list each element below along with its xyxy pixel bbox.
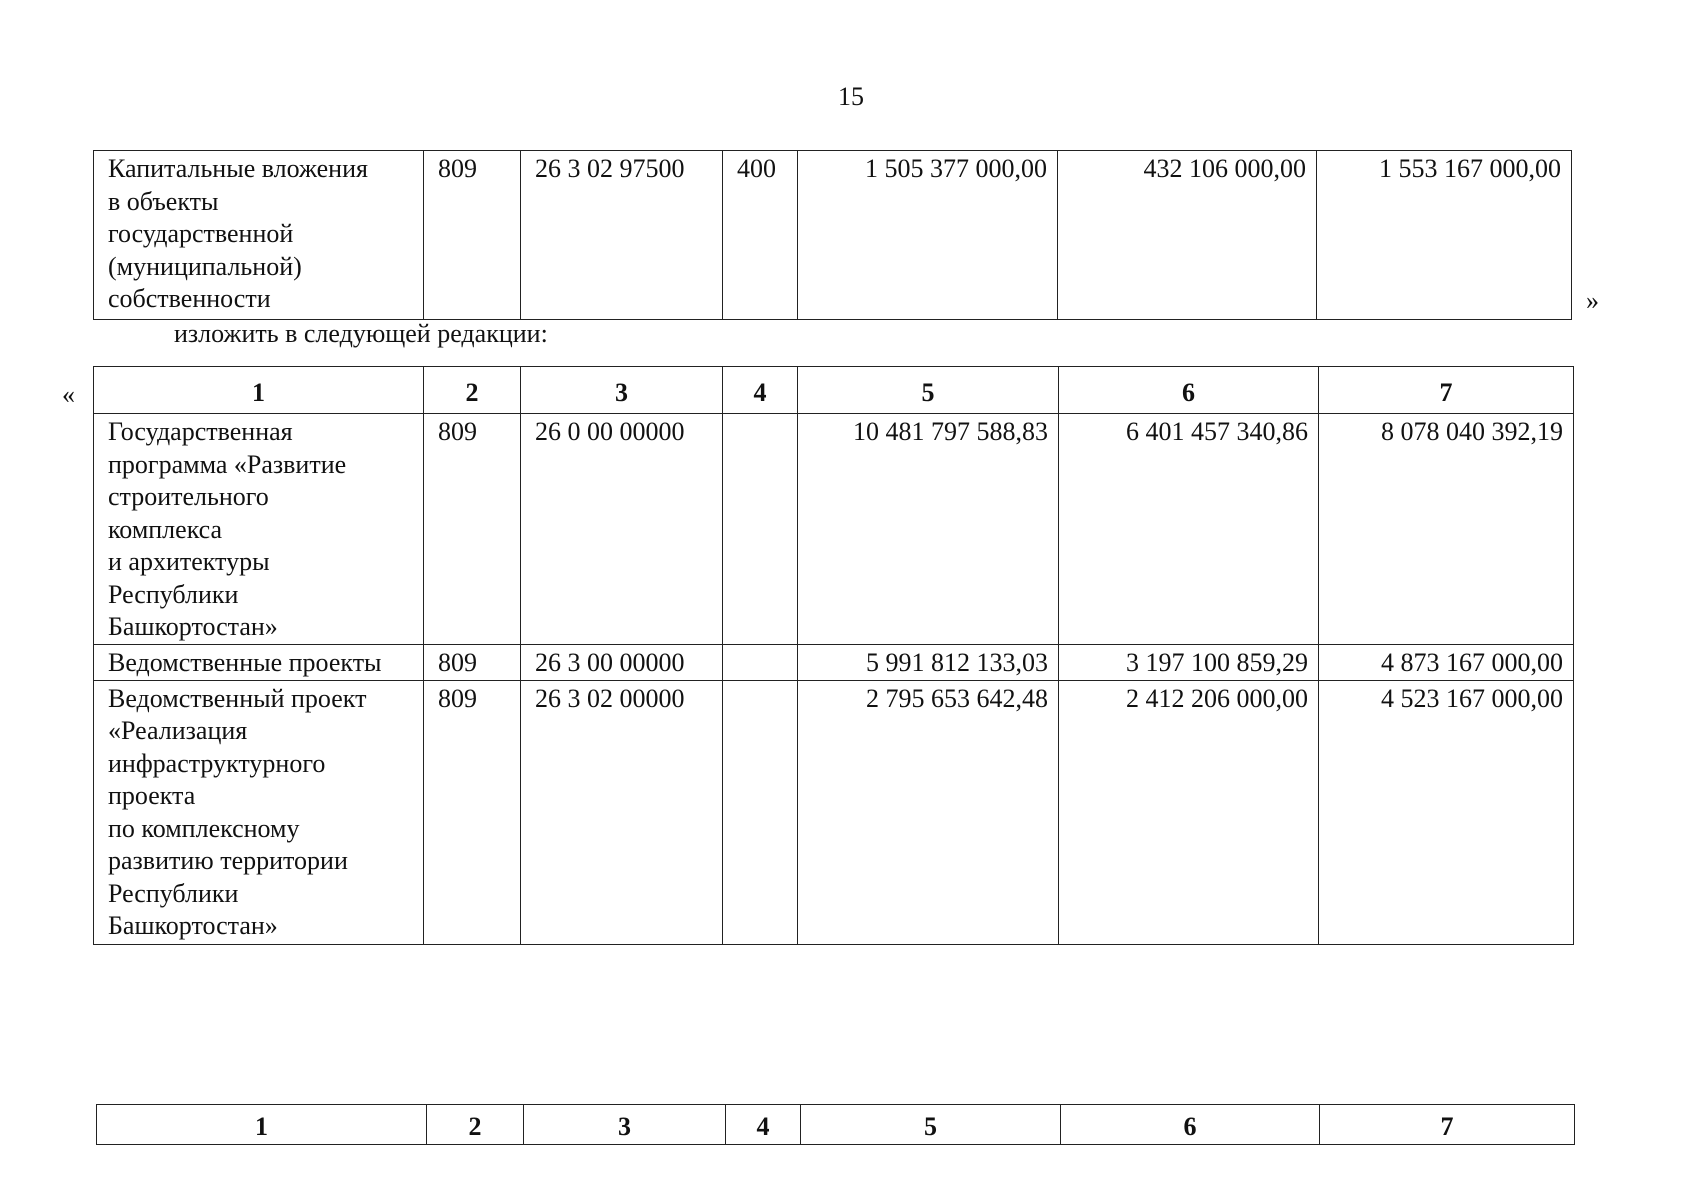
- row-name-line: (муниципальной): [108, 251, 302, 281]
- amount-cell: 6 401 457 340,86: [1059, 414, 1319, 645]
- row-name-line: Государственная: [108, 417, 293, 446]
- column-header: 2: [424, 367, 521, 414]
- row-name-line: собственности: [108, 284, 271, 313]
- table-row: [94, 151, 1572, 320]
- old-row-table: [93, 150, 1572, 320]
- expense-type-cell: [723, 414, 798, 645]
- column-header: 6: [1059, 367, 1319, 414]
- row-name-line: по комплексному: [108, 813, 300, 843]
- target-article-cell: 26 0 00 00000: [521, 414, 723, 645]
- table-row: [94, 680, 1574, 944]
- expense-type-cell: [723, 680, 798, 944]
- amount-cell: 1 553 167 000,00: [1317, 151, 1572, 320]
- closing-quote: »: [1586, 286, 1599, 315]
- row-name-line: Республики: [108, 579, 239, 609]
- column-header: 7: [1320, 1105, 1575, 1145]
- row-name-line: развитию территории: [108, 846, 348, 875]
- row-name-cell: [94, 645, 424, 681]
- amount-cell: 4 873 167 000,00: [1319, 645, 1574, 681]
- target-article-cell: 26 3 00 00000: [521, 645, 723, 681]
- column-header: 4: [726, 1105, 801, 1145]
- column-header: 2: [427, 1105, 524, 1145]
- expense-type-cell: 400: [723, 151, 798, 320]
- row-name-line: в объекты: [108, 186, 219, 216]
- amount-cell: 10 481 797 588,83: [798, 414, 1059, 645]
- amount-cell: 4 523 167 000,00: [1319, 680, 1574, 944]
- row-name-line: Ведомственный проект: [108, 683, 367, 713]
- ministry-code-cell: 809: [424, 645, 521, 681]
- row-name-cell: [94, 414, 424, 645]
- row-name-line: комплекса: [108, 514, 223, 544]
- row-name-line: Республики: [108, 878, 239, 908]
- target-article-cell: 26 3 02 97500: [521, 151, 723, 320]
- amount-cell: 1 505 377 000,00: [798, 151, 1058, 320]
- column-header: 1: [94, 367, 424, 414]
- new-edition-table: [93, 366, 1574, 945]
- amount-cell: 2 795 653 642,48: [798, 680, 1059, 944]
- expense-type-cell: [723, 645, 798, 681]
- row-name-line: строительного: [108, 482, 269, 511]
- row-name-line: государственной: [108, 219, 294, 248]
- row-name-cell: [94, 151, 424, 320]
- table-header-row: [94, 367, 1574, 414]
- column-header: 3: [524, 1105, 726, 1145]
- column-header: 6: [1061, 1105, 1320, 1145]
- table-row: [94, 645, 1574, 681]
- row-name-line: «Реализация: [108, 716, 248, 745]
- row-name-line: Капитальные вложения: [108, 154, 368, 183]
- row-name-cell: [94, 680, 424, 944]
- ministry-code-cell: 809: [424, 680, 521, 944]
- row-name-line: и архитектуры: [108, 547, 270, 576]
- amount-cell: 2 412 206 000,00: [1059, 680, 1319, 944]
- column-header: 3: [521, 367, 723, 414]
- amount-cell: 3 197 100 859,29: [1059, 645, 1319, 681]
- page-number: 15: [838, 82, 864, 111]
- ministry-code-cell: 809: [424, 414, 521, 645]
- row-name-line: Ведомственные проекты: [108, 648, 382, 677]
- table-row: [94, 414, 1574, 645]
- row-name-line: Башкортостан»: [108, 911, 278, 940]
- opening-quote: «: [62, 380, 75, 409]
- row-name-line: программа «Развитие: [108, 449, 347, 479]
- amount-cell: 5 991 812 133,03: [798, 645, 1059, 681]
- amount-cell: 8 078 040 392,19: [1319, 414, 1574, 645]
- column-header: 7: [1319, 367, 1574, 414]
- amount-cell: 432 106 000,00: [1058, 151, 1317, 320]
- ministry-code-cell: 809: [424, 151, 521, 320]
- table-header-row: [97, 1105, 1575, 1145]
- instruction-text: изложить в следующей редакции:: [174, 319, 548, 348]
- target-article-cell: 26 3 02 00000: [521, 680, 723, 944]
- continuation-header-table: [96, 1104, 1575, 1145]
- row-name-line: проекта: [108, 781, 196, 810]
- row-name-line: Башкортостан»: [108, 612, 278, 641]
- column-header: 5: [798, 367, 1059, 414]
- row-name-line: инфраструктурного: [108, 748, 326, 778]
- column-header: 1: [97, 1105, 427, 1145]
- column-header: 4: [723, 367, 798, 414]
- column-header: 5: [801, 1105, 1061, 1145]
